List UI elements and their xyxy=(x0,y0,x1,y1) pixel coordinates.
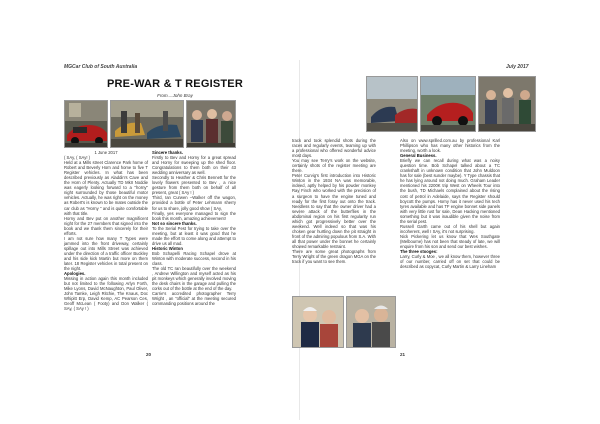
section-heading: Not so sincere thanks. xyxy=(152,220,197,226)
meeting-date: 1 June 2017 xyxy=(94,150,118,155)
paragraph: Secondly to Heather & Chris Bennett for the lovely flowers presented to Bev , a nice gesture from them both on behalf of all present, great ( SAy ! ) xyxy=(152,175,236,196)
section-heading: Sincere thanks. xyxy=(152,150,183,155)
right-page xyxy=(292,0,600,424)
paragraph: Held at a Mills street Clarence Park home of Robert and Beverly Horn and home to five T Register vehicles. In what has been described previously as Aladdin's Cave and the Horn of Plenty. Actually TD MkII Noddie was eagerly looking forward to a "horny" night surrounded by those beautiful motor vehicles. Actually, he was right on the money as Robert's is known to be mates outside the car club as "Horny " and is quite comfortable with that title. xyxy=(64,160,148,216)
section-heading: The three stooges: xyxy=(400,249,438,255)
photo-red-car xyxy=(64,100,108,148)
issue-header: July 2017 xyxy=(506,64,529,70)
paragraph: You may see Terry's work on the website, certainly shots of the register meeting are there. xyxy=(292,158,376,174)
section-heading: Apologies. xyxy=(64,271,86,277)
paragraph: Horny and Bev put on another magnificent night for the 27 members that signed into the book and we thank them sincerely for their efforts. xyxy=(64,215,148,236)
paragraph: Russell Garth came out of his shell but again incoherent, well I SAy, it's not surprising. xyxy=(400,223,500,234)
paragraph: Bob Schapelli Racing Schapel drove at Winton with moderate success, second in his class. xyxy=(152,250,236,267)
article-title: PRE-WAR & T REGISTER xyxy=(106,78,243,90)
paragraph: Briefly we can recall during what was a noisy question time. Bob Schapel talked about a TC crankshaft in unknown condition that John Muldoon has for sale (best sunder maybe). Y Type chassis that he has lying around not doing much. Graham Leader mentioned his 2200K trip West on Wheels Tour into the bush, TD Michaels complained about the rising cost of petrol in Adelaide, says the Register should boycott the pumps. Horny has it never used his tech tyres available and has TF engine bonnet side panels with very little rust for sale, Dean Hacking mentioned something but it was inaudible given the noise from the serial pest. xyxy=(400,158,500,224)
paragraph: Peter Curvig's first introduction into Historic Winton in the 1934 NA was memorable, indeed, aptly helped by his powder monkey Ray Finch who worked with the precision of a surgeon to have the engine tuned and ready for the first foray out onto the track. Needless to say that the owner driver had a severe attack of the butterflies in the abdominal region on his first regularity run which got progressively better over the weekend. Well indeed so that was his chosen gear hurtling down the pit straight in front of the admiring populous from S.A. With all that power under the bonnet he certainly showed remarkable restraint. xyxy=(292,173,376,249)
photo-cars-track xyxy=(366,76,418,132)
paragraph: track and took splendid shots during the races and regularly events, teaming up with a professional who offered wonderful advice most days. xyxy=(292,138,376,159)
right-column-2 xyxy=(400,138,500,269)
article-byline: From....John Bray xyxy=(157,93,193,98)
right-column-1 xyxy=(292,138,376,264)
photo-crowd xyxy=(478,76,536,132)
photo-red-racer xyxy=(420,76,476,132)
section-heading: Historic Winton xyxy=(152,245,183,251)
photo-group-people xyxy=(186,100,236,148)
paragraph: The old TC ran beautifully over the weekend , Andrew Willington and myself acted as his pit monkeys which generally involved moving the desk chairs in the garage and pulling the corks out of the bottle at the end of the day. xyxy=(152,266,236,292)
section-heading: General Business. xyxy=(400,153,437,159)
page-number-left: 20 xyxy=(146,352,152,357)
paragraph: Firstly to Bev and Horny for a great spread and Horny for sweeping up the shed floor. Congratulations to them both on their 43 wedding anniversary as well. xyxy=(152,155,236,176)
photo-garage-cars xyxy=(110,100,184,148)
left-column-1 xyxy=(64,150,148,312)
club-header: MGCar Club of South Australia xyxy=(64,64,138,70)
photo-couple xyxy=(292,296,344,348)
paragraph: Missing in action again this month included but not limited to the following Arlyn Forth, Mike Lyons, David McNaughton, Paul Oliver, John Tamke, Leigh Ritchie, The Knaus, Doc Whipitt Erp, David Kemp, AC Pearson Ces, Geoff McLean ( Footy) and Don Walker ( SAy, ( SAy ! ) xyxy=(64,276,148,312)
paragraph: Nick Pickering let us know that Wes Southgate (Melbourne) has not been that steady of late, we will enquire from his son and send our best wishes. xyxy=(400,233,500,249)
paragraph: To the Serial Pest for trying to take over the meeting, but at least it was good that he made the effort to come along and attempt to drive us all mad. xyxy=(152,225,236,246)
paragraph: Third, Ian Curwen –Walker off the wagon, provided a bottle of Peter Lehmann sherry for us to share, jolly good show ( SAy, xyxy=(152,195,236,211)
paragraph: There are some great photographs from Terry Wright of the green dragon MGA on the track if you want to see them. xyxy=(292,249,376,265)
paragraph: Carrie's accredited photographer Terry Wright , an "official" at the meeting secured commanding positions around the xyxy=(152,291,236,307)
paragraph: Larry, Curly & Moe , we all know them, however three of our number, carried off on set that could be described as copycat, Curly Martin & Larry Lineham xyxy=(400,254,500,270)
paragraph: ( SAy, ( SAy! ) xyxy=(64,155,91,161)
paragraph: Also on www.sprilled.com.au by professional Karl Phillipson who has many other historics from the meeting, worth a look. xyxy=(400,138,500,154)
paragraph: I am not sure how many T Types were jammed into the front driveway, certainly spillage out into Mills Street was achieved under the direction of a traffic officer Buckley and his side kick Martin but more on them later. 18 Register vehicles in total present on the night. xyxy=(64,235,148,272)
photo-two-men xyxy=(346,296,396,348)
paragraph: Finally, yes everyone managed to sign the book this month, amazing achievement! xyxy=(152,210,236,221)
left-column-2 xyxy=(152,150,236,306)
page-number-right: 21 xyxy=(400,352,406,357)
